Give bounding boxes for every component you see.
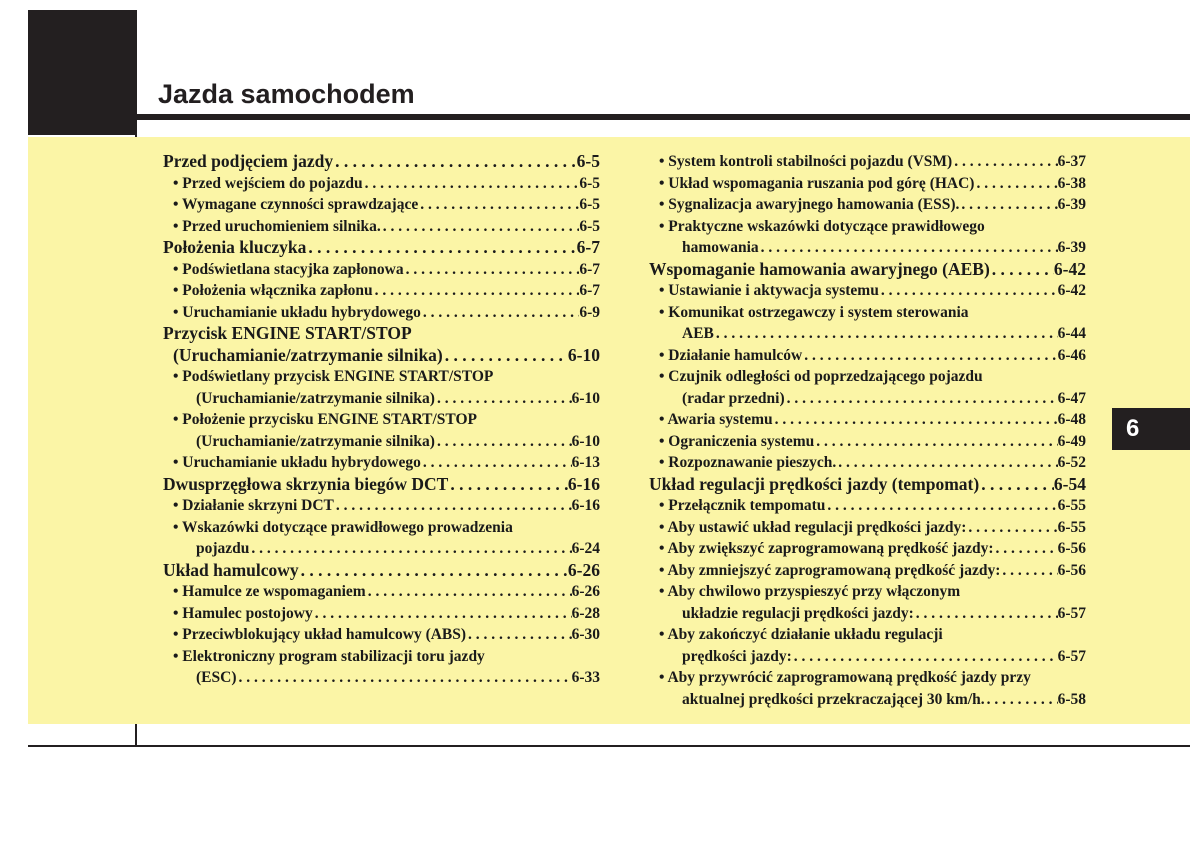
dot-leader: [974, 173, 1057, 195]
toc-subentry[interactable]: [649, 538, 1086, 560]
toc-page-number: 6-39: [1057, 239, 1086, 256]
dot-leader: [466, 624, 572, 646]
toc-subentry[interactable]: [163, 646, 600, 668]
toc-page-number: 6-44: [1057, 325, 1086, 342]
toc-subentry[interactable]: [163, 409, 600, 431]
toc-page-number: 6-7: [576, 237, 600, 257]
toc-page-number: 6-9: [579, 303, 600, 321]
toc-subentry[interactable]: [163, 452, 600, 474]
dot-leader: [802, 345, 1057, 367]
dot-leader: [435, 388, 572, 410]
toc-subentry[interactable]: [649, 409, 1086, 431]
dot-leader: [448, 474, 568, 496]
dot-leader: [313, 603, 572, 625]
dot-leader: [814, 431, 1057, 453]
toc-entry-label: prędkości jazdy:: [682, 647, 792, 665]
toc-subentry[interactable]: [163, 624, 600, 646]
toc-entry-label: • Aby ustawić układ regulacji prędkości jazdy:: [659, 518, 967, 536]
toc-subentry[interactable]: [163, 517, 600, 539]
toc-entry-label: • Działanie skrzyni DCT: [173, 497, 334, 514]
dot-leader: [952, 151, 1057, 173]
toc-entry-label: (ESC): [196, 669, 237, 686]
toc-subentry[interactable]: [163, 173, 600, 195]
dot-leader: [914, 603, 1058, 625]
dot-leader: [994, 538, 1058, 560]
toc-subentry[interactable]: [649, 280, 1086, 302]
dot-leader: [759, 237, 1058, 259]
toc-entry-label: • System kontroli stabilności pojazdu (VSM): [659, 153, 953, 170]
toc-entry-label: • Komunikat ostrzegawczy i system sterowania: [659, 303, 969, 321]
toc-subentry[interactable]: [163, 259, 600, 281]
toc-entry-label: • Czujnik odległości od poprzedzającego pojazdu: [659, 368, 983, 385]
toc-entry-label: • Aby zakończyć działanie układu regulacji: [659, 626, 943, 643]
dot-leader: [773, 409, 1058, 431]
toc-page-number: 6-16: [567, 473, 600, 494]
dot-leader: [236, 667, 571, 689]
dot-leader: [421, 302, 579, 324]
dot-leader: [792, 646, 1058, 668]
dot-leader: [714, 323, 1058, 345]
toc-entry-label: Wspomaganie hamowania awaryjnego (AEB): [649, 258, 990, 279]
toc-page-number: 6-47: [1057, 389, 1086, 407]
toc-entry-label: AEB: [682, 325, 714, 342]
toc-subentry[interactable]: [649, 581, 1086, 603]
toc-page-number: 6-58: [1057, 690, 1086, 708]
dot-leader: [825, 495, 1057, 517]
toc-page-number: 6-46: [1057, 346, 1086, 364]
dot-leader: [879, 280, 1058, 302]
toc-entry-label: • Uruchamianie układu hybrydowego: [173, 454, 421, 471]
toc-section-entry[interactable]: [649, 474, 1086, 496]
toc-subentry[interactable]: [649, 646, 1086, 668]
toc-page-number: 6-10: [567, 344, 600, 365]
bottom-rule: [28, 745, 1190, 747]
toc-page-number: 6-13: [571, 454, 600, 471]
toc-entry-label: • Podświetlany przycisk ENGINE START/STOP: [173, 368, 494, 385]
dot-leader: [959, 194, 1057, 216]
toc-entry-label: • Ustawianie i aktywacja systemu: [659, 282, 879, 299]
toc-subentry[interactable]: [163, 280, 600, 302]
dot-leader: [366, 581, 572, 603]
toc-entry-label: • Uruchamianie układu hybrydowego: [173, 303, 421, 321]
toc-page-number: 6-39: [1057, 196, 1086, 213]
toc-page-number: 6-38: [1057, 174, 1086, 192]
toc-page-number: 6-5: [579, 196, 600, 213]
toc-page-number: 6-54: [1053, 473, 1086, 494]
toc-page-number: 6-56: [1057, 540, 1086, 557]
toc-entry-label: • Przeciwblokujący układ hamulcowy (ABS): [173, 626, 467, 643]
toc-page-number: 6-26: [571, 583, 600, 600]
toc-entry-label: • Aby przywrócić zaprogramowaną prędkość jazdy przy: [659, 669, 1031, 686]
toc-entry-label: • Przed uruchomieniem silnika.: [173, 217, 381, 235]
toc-page-number: 6-52: [1057, 454, 1086, 471]
toc-subentry[interactable]: [163, 216, 600, 238]
toc-subentry[interactable]: [163, 581, 600, 603]
toc-page-number: 6-37: [1057, 153, 1086, 170]
dot-leader: [836, 452, 1057, 474]
toc-page-number: 6-57: [1057, 647, 1086, 665]
toc-entry-label: aktualnej prędkości przekraczającej 30 km/h.: [682, 690, 985, 708]
toc-page-number: 6-5: [579, 174, 600, 192]
toc-entry-label: • Układ wspomagania ruszania pod górę (HAC): [659, 174, 975, 192]
toc-section-entry[interactable]: [163, 237, 600, 259]
toc-section-entry[interactable]: [163, 151, 600, 173]
toc-subentry[interactable]: [649, 624, 1086, 646]
toc-entry-label: • Wskazówki dotyczące prawidłowego prowadzenia: [173, 518, 513, 536]
toc-subentry[interactable]: [163, 667, 600, 689]
toc-entry-label: • Hamulec postojowy: [173, 604, 313, 622]
toc-entry-label: • Działanie hamulców: [659, 346, 803, 364]
toc-entry-label: • Położenie przycisku ENGINE START/STOP: [173, 411, 478, 428]
dot-leader: [435, 431, 572, 453]
toc-entry-label: • Wymagane czynności sprawdzające: [173, 196, 419, 213]
toc-subentry[interactable]: [649, 689, 1086, 711]
dot-leader: [443, 345, 568, 367]
toc-entry-label: Układ regulacji prędkości jazdy (tempomat): [649, 473, 980, 494]
toc-entry-label: pojazdu: [196, 540, 250, 557]
toc-entry-label: (Uruchamianie/zatrzymanie silnika): [196, 389, 435, 407]
toc-section-entry[interactable]: [163, 345, 600, 367]
toc-subentry[interactable]: [649, 431, 1086, 453]
toc-entry-label: • Praktyczne wskazówki dotyczące prawidłowego: [659, 217, 985, 235]
toc-entry-label: (radar przedni): [682, 389, 785, 407]
toc-entry-label: hamowania: [682, 239, 759, 256]
toc-subentry[interactable]: [649, 388, 1086, 410]
dot-leader: [306, 237, 576, 259]
toc-subentry[interactable]: [163, 388, 600, 410]
toc-page-number: 6-48: [1057, 411, 1086, 428]
dot-leader: [785, 388, 1058, 410]
dot-leader: [249, 538, 571, 560]
toc-entry-label: • Awaria systemu: [659, 411, 773, 428]
dot-leader: [404, 259, 580, 281]
toc-section-entry[interactable]: [649, 259, 1086, 281]
toc-subentry[interactable]: [163, 302, 600, 324]
toc-entry-label: • Ograniczenia systemu: [659, 432, 815, 450]
toc-page-number: 6-42: [1057, 282, 1086, 299]
toc-page-number: 6-7: [579, 282, 600, 299]
toc-page-number: 6-57: [1057, 604, 1086, 622]
page-title: Jazda samochodem: [158, 79, 415, 109]
toc-page-number: 6-56: [1057, 561, 1086, 579]
toc-subentry[interactable]: [649, 452, 1086, 474]
toc-entry-label: Układ hamulcowy: [163, 559, 299, 580]
dot-leader: [979, 474, 1054, 496]
toc-subentry[interactable]: [649, 194, 1086, 216]
toc-subentry[interactable]: [649, 323, 1086, 345]
toc-subentry[interactable]: [649, 173, 1086, 195]
chapter-tab[interactable]: 6: [1112, 408, 1190, 450]
toc-entry-label: • Aby zmniejszyć zaprogramowaną prędkość jazdy:: [659, 561, 1001, 579]
dot-leader: [381, 216, 580, 238]
toc-subentry[interactable]: [649, 216, 1086, 238]
toc-page-number: 6-33: [571, 669, 600, 686]
toc-subentry[interactable]: [649, 517, 1086, 539]
toc-subentry[interactable]: [649, 603, 1086, 625]
title-rule: [137, 114, 1190, 120]
dot-leader: [363, 173, 580, 195]
dot-leader: [373, 280, 580, 302]
toc-page-number: 6-16: [571, 497, 600, 514]
toc-page-number: 6-10: [571, 389, 600, 407]
toc-entry-label: • Aby zwiększyć zaprogramowaną prędkość jazdy:: [659, 540, 994, 557]
dot-leader: [990, 259, 1054, 281]
toc-column-right: [649, 151, 1086, 710]
toc-page-number: 6-55: [1057, 497, 1086, 514]
toc-page-number: 6-28: [571, 604, 600, 622]
toc-entry-label: Położenia kluczyka: [163, 237, 307, 257]
toc-entry-label: Przycisk ENGINE START/STOP: [163, 323, 412, 343]
toc-entry-label: • Podświetlana stacyjka zapłonowa: [173, 260, 404, 278]
dot-leader: [1000, 560, 1057, 582]
toc-page-number: 6-7: [579, 260, 600, 278]
toc-subentry[interactable]: [163, 194, 600, 216]
toc-page-number: 6-5: [576, 151, 600, 171]
toc-entry-label: Przed podjęciem jazdy: [163, 151, 334, 171]
toc-page-number: 6-10: [571, 432, 600, 450]
toc-entry-label: (Uruchamianie/zatrzymanie silnika): [173, 344, 443, 365]
toc-page-number: 6-24: [571, 540, 600, 557]
dot-leader: [966, 517, 1057, 539]
toc-subentry[interactable]: [649, 366, 1086, 388]
toc-section-entry[interactable]: [163, 474, 600, 496]
toc-entry-label: Dwusprzęgłowa skrzynia biegów DCT: [163, 473, 449, 494]
toc-entry-label: układzie regulacji prędkości jazdy:: [682, 604, 914, 622]
toc-column-left: [163, 151, 600, 689]
toc-subentry[interactable]: [163, 366, 600, 388]
toc-entry-label: • Przełącznik tempomatu: [659, 497, 826, 514]
toc-section-entry[interactable]: [163, 323, 600, 345]
dot-leader: [333, 151, 577, 173]
toc-entry-label: • Rozpoznawanie pieszych.: [659, 454, 837, 471]
dot-leader: [418, 194, 579, 216]
dot-leader: [421, 452, 572, 474]
dot-leader: [299, 560, 568, 582]
toc-page-number: 6-30: [571, 626, 600, 643]
toc-entry-label: • Hamulce ze wspomaganiem: [173, 583, 366, 600]
toc-subentry[interactable]: [649, 667, 1086, 689]
toc-entry-label: • Przed wejściem do pojazdu: [173, 174, 363, 192]
toc-entry-label: • Sygnalizacja awaryjnego hamowania (ESS).: [659, 196, 960, 213]
dot-leader: [334, 495, 572, 517]
toc-page-number: 6-49: [1057, 432, 1086, 450]
toc-subentry[interactable]: [163, 538, 600, 560]
toc-subentry[interactable]: [649, 345, 1086, 367]
toc-entry-label: • Położenia włącznika zapłonu: [173, 282, 373, 299]
toc-subentry[interactable]: [649, 495, 1086, 517]
toc-subentry[interactable]: [163, 431, 600, 453]
toc-entry-label: • Aby chwilowo przyspieszyć przy włączonym: [659, 583, 961, 600]
toc-page-number: 6-26: [567, 559, 600, 580]
toc-subentry[interactable]: [649, 151, 1086, 173]
toc-entry-label: • Elektroniczny program stabilizacji toru jazdy: [173, 647, 485, 665]
chapter-header-block: [28, 10, 137, 135]
toc-subentry[interactable]: [163, 495, 600, 517]
toc-subentry[interactable]: [649, 560, 1086, 582]
toc-entry-label: (Uruchamianie/zatrzymanie silnika): [196, 432, 435, 450]
toc-page-number: 6-55: [1057, 518, 1086, 536]
toc-section-entry[interactable]: [163, 560, 600, 582]
toc-page-number: 6-42: [1053, 258, 1086, 279]
toc-subentry[interactable]: [649, 237, 1086, 259]
dot-leader: [985, 689, 1058, 711]
toc-subentry[interactable]: [163, 603, 600, 625]
toc-page-number: 6-5: [579, 217, 600, 235]
toc-subentry[interactable]: [649, 302, 1086, 324]
